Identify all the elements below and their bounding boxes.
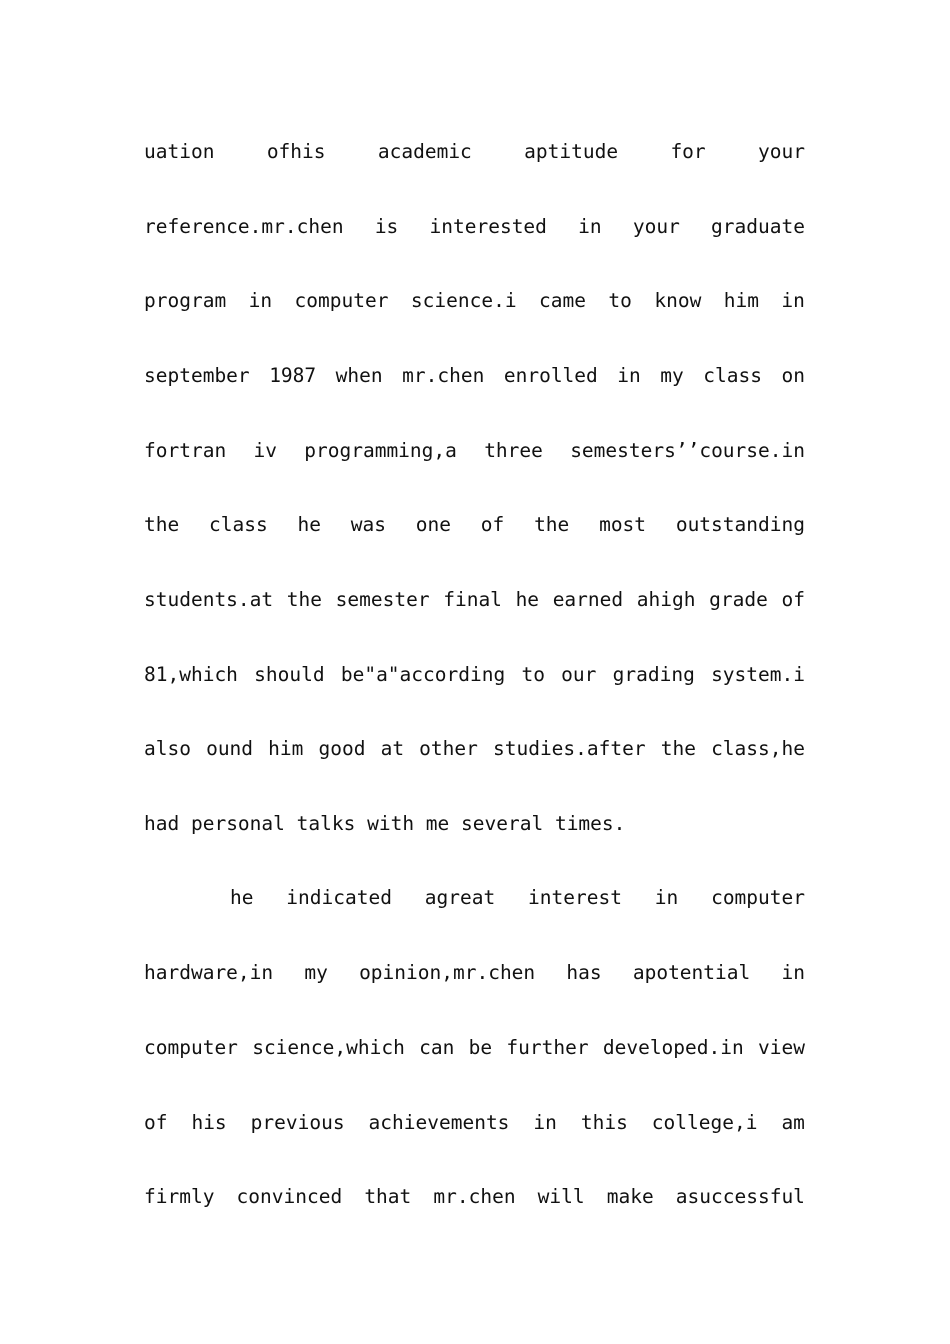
word: talks xyxy=(296,812,368,835)
word: mr.chen xyxy=(402,364,485,387)
word: studies.after xyxy=(492,737,646,760)
word: he xyxy=(515,588,540,611)
text-line xyxy=(144,212,805,242)
word: he xyxy=(297,513,321,536)
word: reference.mr.chen xyxy=(144,215,344,238)
word: view xyxy=(758,1036,805,1059)
text-line xyxy=(144,137,805,167)
word: will xyxy=(537,1185,585,1208)
text-line xyxy=(144,510,805,540)
word: in xyxy=(654,886,679,909)
text-line xyxy=(144,809,805,839)
word: 81,which xyxy=(144,663,238,686)
text-line xyxy=(144,1108,805,1138)
word: in xyxy=(533,1111,557,1134)
word: has xyxy=(566,961,602,984)
word: academic xyxy=(377,140,472,163)
word: the xyxy=(286,588,323,611)
word: his xyxy=(191,1111,227,1134)
word: class,he xyxy=(711,737,805,760)
word: indicated xyxy=(286,886,392,909)
word: also xyxy=(144,737,191,760)
word: in xyxy=(578,215,602,238)
word: when xyxy=(335,364,383,387)
word: personal xyxy=(190,812,297,835)
word: be xyxy=(468,1036,493,1059)
word: to xyxy=(608,289,632,312)
word: mr.chen xyxy=(433,1185,516,1208)
word: college,i xyxy=(651,1111,758,1134)
word: to xyxy=(521,663,545,686)
text-line xyxy=(144,660,805,690)
word: firmly xyxy=(144,1185,215,1208)
word: 1987 xyxy=(269,364,317,387)
word: ofhis xyxy=(266,140,326,163)
word: make xyxy=(606,1185,654,1208)
word: him xyxy=(723,289,759,312)
word: of xyxy=(144,1111,168,1134)
word: the xyxy=(534,513,570,536)
word: be"a"according xyxy=(340,663,506,686)
word: september xyxy=(144,364,250,387)
word: can xyxy=(419,1036,455,1059)
word: agreat xyxy=(424,886,496,909)
word: previous xyxy=(250,1111,345,1134)
text-line xyxy=(144,1182,805,1212)
word: in xyxy=(781,961,805,984)
word: grading xyxy=(612,663,695,686)
word: system.i xyxy=(711,663,805,686)
word: uation xyxy=(144,140,215,163)
text-line xyxy=(230,883,805,913)
word: iv xyxy=(253,439,277,462)
word: most xyxy=(599,513,647,536)
word: earned xyxy=(552,588,624,611)
text-line xyxy=(144,286,805,316)
word: interested xyxy=(429,215,547,238)
word: had xyxy=(144,812,191,835)
word: three xyxy=(484,439,543,462)
text-line xyxy=(144,361,805,391)
word: interest xyxy=(528,886,622,909)
word: with xyxy=(367,812,426,835)
word: of xyxy=(480,513,505,536)
word: him xyxy=(268,737,304,760)
word: know xyxy=(654,289,702,312)
word: computer xyxy=(294,289,389,312)
word: me xyxy=(425,812,462,835)
text-line xyxy=(144,585,805,615)
word: students.at xyxy=(144,588,274,611)
word: your xyxy=(632,215,680,238)
word: on xyxy=(781,364,805,387)
word: computer xyxy=(144,1036,238,1059)
word: grade xyxy=(709,588,768,611)
word: outstanding xyxy=(675,513,805,536)
word: opinion,mr.chen xyxy=(359,961,536,984)
text-line xyxy=(144,734,805,764)
word: that xyxy=(364,1185,412,1208)
word: the xyxy=(144,513,180,536)
word: should xyxy=(254,663,325,686)
word: other xyxy=(419,737,478,760)
word: class xyxy=(703,364,762,387)
word: for xyxy=(670,140,706,163)
text-line xyxy=(144,1033,805,1063)
word: came xyxy=(539,289,586,312)
word: science,which xyxy=(252,1036,405,1059)
word: semesters’’course.in xyxy=(570,439,805,462)
text-line xyxy=(144,958,805,988)
word: this xyxy=(580,1111,628,1134)
word: apotential xyxy=(632,961,751,984)
word: graduate xyxy=(711,215,805,238)
word: my xyxy=(660,364,684,387)
word: asuccessful xyxy=(675,1185,805,1208)
word: further xyxy=(506,1036,589,1059)
word: program xyxy=(144,289,227,312)
word: achievements xyxy=(368,1111,510,1134)
word: in xyxy=(248,289,273,312)
word: science.i xyxy=(410,289,517,312)
word: aptitude xyxy=(524,140,619,163)
text-line xyxy=(144,436,805,466)
word: hardware,in xyxy=(144,961,274,984)
word: ound xyxy=(206,737,254,760)
word: in xyxy=(781,289,805,312)
word: at xyxy=(380,737,405,760)
word: one xyxy=(415,513,452,536)
word: good xyxy=(318,737,366,760)
word: ahigh xyxy=(636,588,696,611)
word: developed.in xyxy=(602,1036,744,1059)
word: enrolled xyxy=(503,364,598,387)
word: programming,a xyxy=(304,439,457,462)
word: in xyxy=(617,364,641,387)
word: final xyxy=(443,588,502,611)
word: was xyxy=(350,513,386,536)
word: my xyxy=(304,961,328,984)
word: your xyxy=(758,140,805,163)
word: several xyxy=(461,812,555,835)
word: computer xyxy=(711,886,805,909)
word: is xyxy=(374,215,399,238)
word: he xyxy=(230,886,254,909)
word: class xyxy=(209,513,268,536)
word: of xyxy=(781,588,805,611)
word: convinced xyxy=(236,1185,343,1208)
word: the xyxy=(660,737,696,760)
word: our xyxy=(561,663,597,686)
word: semester xyxy=(335,588,430,611)
word: times. xyxy=(554,812,626,835)
word: am xyxy=(781,1111,805,1134)
word: fortran xyxy=(144,439,227,462)
